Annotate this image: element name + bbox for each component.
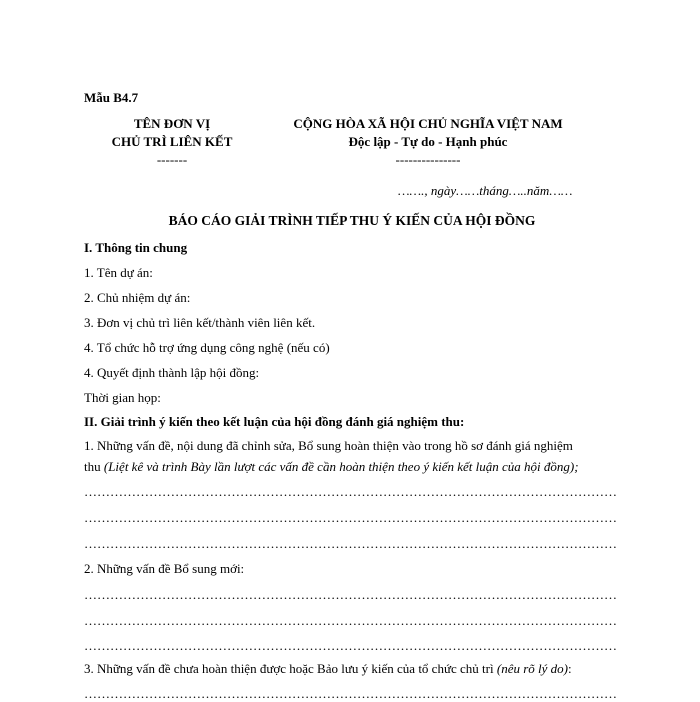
dotted-line: ……………………………………………………………………………………………………………: [84, 638, 617, 653]
dotted-line: ……………………………………………………………………………………………………………: [84, 686, 617, 701]
dotted-line: ……………………………………………………………………………………………………………: [84, 510, 617, 525]
national-title: CỘNG HÒA XÃ HỘI CHỦ NGHĨA VIỆT NAM: [293, 116, 563, 131]
item-1-line-a: 1. Những vấn đề, nội dung đã chỉnh sửa, Bổ sung hoàn thiện vào trong hồ sơ đánh giá nghiệm: [84, 438, 573, 453]
project-name-field: 1. Tên dự án:: [84, 265, 153, 280]
dotted-line: ……………………………………………………………………………………………………………: [84, 536, 617, 551]
item-1-text: thu: [84, 459, 104, 474]
section-1-heading: I. Thông tin chung: [84, 240, 188, 255]
item-3-colon: :: [567, 661, 572, 676]
council-decision-field: 4. Quyết định thành lập hội đồng:: [84, 365, 260, 380]
org-name-dashes: -------: [156, 152, 188, 167]
form-code: Mẫu B4.7: [84, 90, 139, 105]
item-3-note: (nêu rõ lý do): [496, 661, 568, 676]
national-motto: Độc lập - Tự do - Hạnh phúc: [348, 134, 508, 149]
item-3-line: [84, 661, 572, 677]
report-title: BÁO CÁO GIẢI TRÌNH TIẾP THU Ý KIẾN CỦA HỘI ĐỒNG: [168, 213, 536, 228]
section-2-heading: II. Giải trình ý kiến theo kết luận của hội đồng đánh giá nghiệm thu:: [84, 414, 465, 429]
support-org-field: 4. Tổ chức hỗ trợ ứng dụng công nghệ (nếu có): [84, 340, 330, 355]
org-name-line2: CHỦ TRÌ LIÊN KẾT: [111, 134, 233, 149]
item-2-text: 2. Những vấn đề Bổ sung mới:: [84, 561, 245, 576]
item-3-text: 3. Những vấn đề chưa hoàn thiện được hoặc Bảo lưu ý kiến của tổ chức chủ trì: [84, 661, 497, 676]
dotted-line: ……………………………………………………………………………………………………………: [84, 587, 617, 602]
dotted-line: ……………………………………………………………………………………………………………: [84, 613, 617, 628]
dotted-line: ……………………………………………………………………………………………………………: [84, 484, 617, 499]
national-dashes: ---------------: [395, 152, 461, 167]
lead-unit-field: 3. Đơn vị chủ trì liên kết/thành viên liên kết.: [84, 315, 316, 330]
item-1-line-b: [84, 459, 579, 475]
meeting-time-field: Thời gian họp:: [84, 390, 161, 405]
project-leader-field: 2. Chủ nhiệm dự án:: [84, 290, 191, 305]
org-name-line1: TÊN ĐƠN VỊ: [133, 116, 211, 131]
item-1-note: (Liệt kê và trình Bày lần lượt các vấn đề cần hoàn thiện theo ý kiến kết luận của hội đồng);: [103, 459, 579, 474]
date-line: ……., ngày……tháng…..năm……: [398, 183, 573, 198]
